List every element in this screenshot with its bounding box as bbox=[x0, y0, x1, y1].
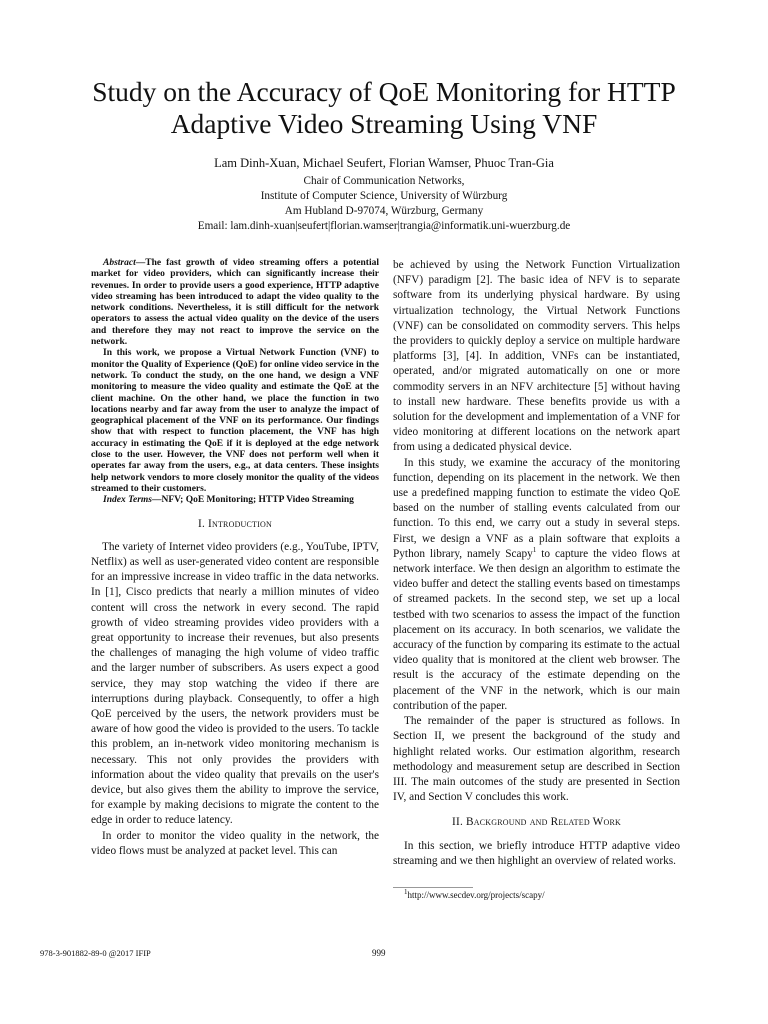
affiliation bbox=[60, 174, 708, 234]
body-paragraph bbox=[393, 456, 680, 714]
index-terms-text: —NFV; QoE Monitoring; HTTP Video Streaming bbox=[152, 495, 354, 506]
left-column bbox=[91, 258, 379, 859]
body-text: In this study, we examine the accuracy of the monitoring function, depending on its placement in the network. We then use a predefined mapping function to estimate the video QoE based on the number of stalling events calculated from our function. To this end, we carry out a study in several steps. First, we design a VNF as a plain software that exploits a Python library, namely Scapy bbox=[393, 456, 680, 560]
section-heading-introduction bbox=[91, 517, 379, 532]
body-paragraph: In order to monitor the video quality in the network, the video flows must be analyzed at packet level. This can bbox=[91, 829, 379, 857]
section-heading-background bbox=[393, 815, 680, 830]
abstract bbox=[91, 258, 379, 507]
section-title: Introduction bbox=[208, 517, 272, 530]
section-number: II. bbox=[452, 816, 467, 829]
affiliation-line: Institute of Computer Science, University of Würzburg bbox=[260, 190, 508, 202]
index-terms bbox=[91, 495, 379, 506]
body-paragraph: In this section, we briefly introduce HTTP adaptive video streaming and we then highlight an overview of related works. bbox=[393, 839, 680, 867]
section-number: I. bbox=[198, 517, 209, 530]
paper-title: Study on the Accuracy of QoE Monitoring for HTTP Adaptive Video Streaming Using VNF bbox=[92, 76, 676, 139]
footnote-url[interactable]: http://www.secdev.org/projects/scapy/ bbox=[407, 889, 545, 900]
affiliation-line: Chair of Communication Networks, bbox=[303, 175, 465, 187]
footnote-number: 1 bbox=[404, 887, 408, 896]
email-line: Email: lam.dinh-xuan|seufert|florian.wamser|trangia@informatik.uni-wuerzburg.de bbox=[197, 220, 571, 232]
index-terms-label: Index Terms bbox=[103, 495, 153, 506]
abstract-label: Abstract bbox=[103, 258, 136, 268]
footer-isbn: 978-3-901882-89-0 @2017 IFIP bbox=[40, 948, 151, 958]
authors: Lam Dinh-Xuan, Michael Seufert, Florian Wamser, Phuoc Tran-Gia bbox=[214, 156, 554, 170]
abstract-paragraph bbox=[91, 258, 379, 348]
section-title: Background and Related Work bbox=[466, 816, 621, 829]
body-paragraph: be achieved by using the Network Function Virtualization (NFV) paradigm [2]. The basic idea of NFV is to separate software from its underlying physical hardware. By using virtualization technology, the Virtual Network Functions (VNF) can be consolidated on commodity servers. This helps the providers to quickly deploy a service on multiple hardware platforms [3], [4]. In addition, VNFs can be instantiated, operated, and/or migrated automatically on one or more commodity servers in an NFV architecture [5] without having to install new hardware. These benefits provide us with a solution for the development and implementation of a VNF for video monitoring at different locations on the network apart from using a dedicated physical device. bbox=[393, 259, 680, 454]
page-number: 999 bbox=[372, 948, 386, 958]
abstract-paragraph: In this work, we propose a Virtual Network Function (VNF) to monitor the Quality of Experience (QoE) for online video service in the network. To conduct the study, on the one hand, we design a VNF monitoring to measure the video quality and estimate the QoE at the client machine. On the other hand, we place the function in two locations nearby and far away from the user to analyze the impact of geographical placement of the VNF on its performance. Our findings show that with respect to function placement, the VNF has high accuracy in estimating the QoE if it is deployed at the edge network close to the user. However, the VNF does not perform well when it operates far away from the users, e.g., at data centers. These insights help network vendors to more closely monitor the quality of the videos streamed to their customers. bbox=[91, 348, 379, 494]
body-paragraph: The variety of Internet video providers (e.g., YouTube, IPTV, Netflix) as well as user-generated video content are responsible for an impressive increase in video traffic in the data networks. In [1], Cisco predicts that nearly a million minutes of video content will cross the network in every second. The rapid growth of video streaming provides video providers with a great opportunity to increase their revenues, but also presents the challenges of managing the high volume of video traffic and the larger number of subscribers. As users expect a good service, they may stop watching the video if there are interruptions during playback. Consequently, to offer a high QoE perceived by the users, the network providers must be aware of how good the video is provided to the users. To tackle this problem, an in-network video monitoring mechanism is necessary. This not only provides the providers with information about the video quality that prevails on the user's device, but also gives them the ability to improve the service, for example by making decisions to migrate the content to the edge in order to reduce latency. bbox=[91, 540, 379, 827]
body-paragraph: The remainder of the paper is structured as follows. In Section II, we present the background of the study and highlight related works. Our estimation algorithm, research methodology and measurement setup are described in Section III. The main outcomes of the study are presented in Section IV, and Section V concludes this work. bbox=[393, 715, 680, 804]
footnote-marker[interactable]: 1 bbox=[532, 546, 537, 555]
abstract-text: —The fast growth of video streaming offers a potential market for video providers, which can significantly increase their revenues. In order to provide users a good experience, HTTP adaptive video streaming has been introduced to adapt the video quality to the network conditions. Nevertheless, it is still difficult for the network operators to assess the actual video quality on the device of the users and therefore they may not react to improve the service on the network. bbox=[91, 258, 379, 348]
background-body bbox=[393, 839, 680, 869]
introduction-body bbox=[91, 540, 379, 859]
right-column bbox=[393, 258, 680, 901]
footnote bbox=[393, 887, 680, 901]
affiliation-line: Am Hubland D-97074, Würzburg, Germany bbox=[284, 205, 484, 217]
body-text: to capture the video flows at network interface. We then design an algorithm to estimate the video buffer and detect the stalling events based on timestamps of streamed packets. In the second step, we set up a local testbed with two scenarios to assess the impact of the function placement on its accuracy. In both scenarios, we validate the accuracy of the function by comparing its estimate to the actual video quality that is monitored at the client web browser. The result is the accuracy of the estimate depending on the placement of the VNF in the network, which is our main contribution of the paper. bbox=[393, 547, 680, 712]
right-column-body bbox=[393, 258, 680, 805]
